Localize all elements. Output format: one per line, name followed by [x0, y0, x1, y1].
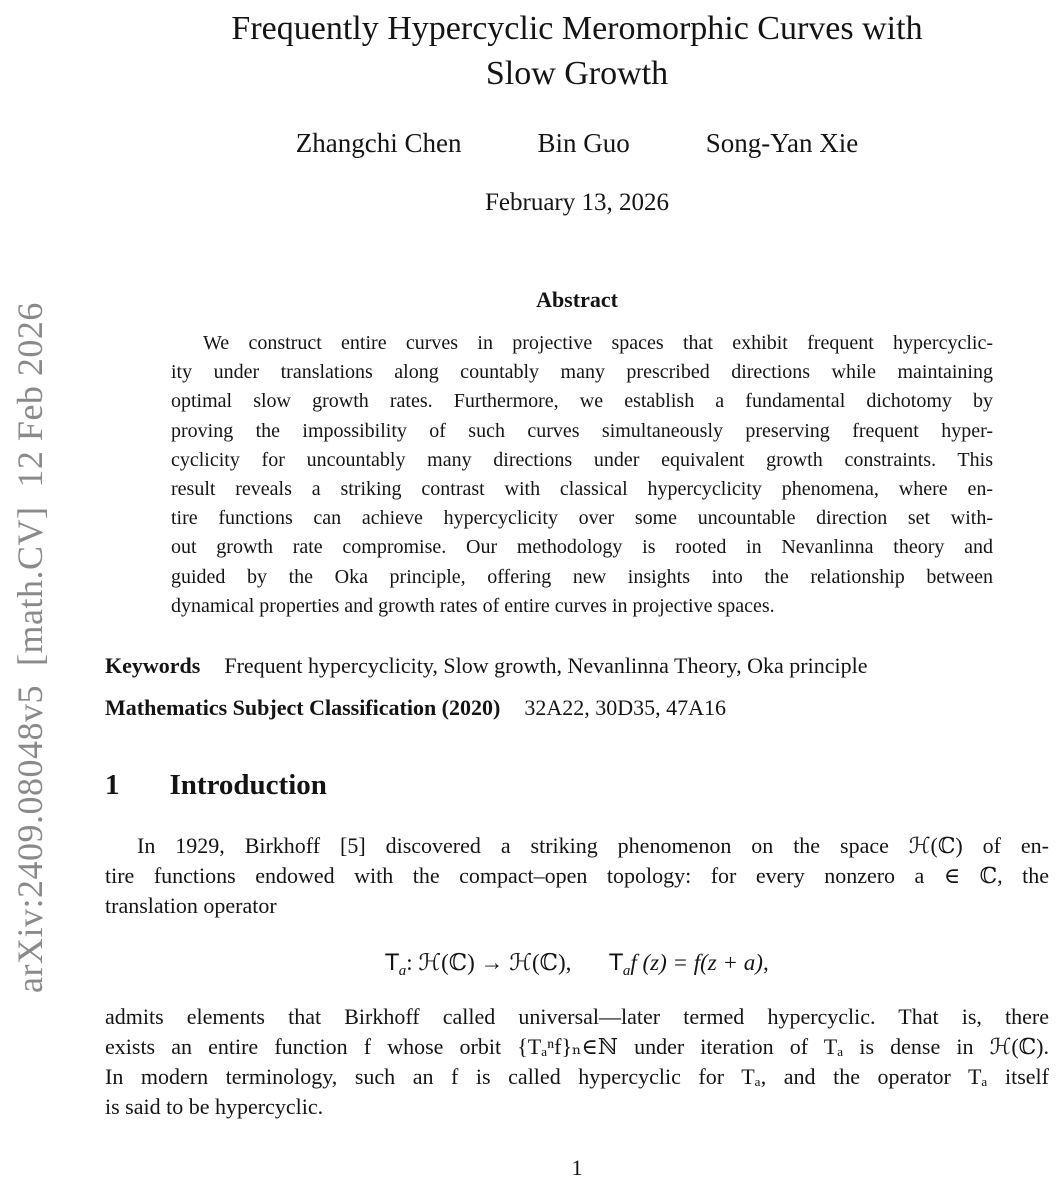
msc-line	[105, 694, 1049, 722]
text-line: tire functions can achieve hypercyclicity over some uncountable direction set with-	[171, 507, 993, 530]
section-heading-introduction	[105, 768, 1049, 802]
msc-value: 32A22, 30D35, 47A16	[524, 695, 727, 721]
text-line: result reveals a striking contrast with classical hypercyclicity phenomena, where en-	[171, 478, 993, 501]
text-line: is said to be hypercyclic.	[105, 1094, 324, 1120]
arxiv-watermark-text: arXiv:2409.08048v5 [math.CV] 12 Feb 2026	[10, 302, 50, 993]
abstract-heading: Abstract	[536, 287, 618, 312]
author-name: Song-Yan Xie	[705, 128, 859, 158]
text-line: exists an entire function f whose orbit {Tₐⁿf}ₙ∈ℕ under iteration of Tₐ is dense in ℋ(ℂ).	[105, 1034, 1049, 1060]
intro-paragraph-2	[105, 1002, 1049, 1122]
author-name: Zhangchi Chen	[295, 128, 462, 158]
text-line: tire functions endowed with the compact–open topology: for every nonzero a ∈ ℂ, the	[105, 863, 1049, 889]
keywords-label: Keywords	[105, 653, 201, 679]
paper-title-line-1: Frequently Hypercyclic Meromorphic Curves with	[231, 10, 923, 47]
text-line: optimal slow growth rates. Furthermore, we establish a fundamental dichotomy by	[171, 390, 993, 413]
equation-lhs	[385, 950, 572, 980]
msc-label: Mathematics Subject Classification (2020)	[105, 695, 501, 721]
displayed-equation	[105, 942, 1049, 984]
paper-date: February 13, 2026	[485, 189, 669, 216]
text-line: guided by the Oka principle, offering new insights into the relationship between	[171, 565, 993, 588]
text-line: ity under translations along countably many prescribed directions while maintaining	[171, 361, 993, 384]
paper-title-line-2: Slow Growth	[485, 55, 669, 92]
authors-row	[105, 129, 1049, 158]
equation-rhs-body: f (z) = f(z + a),	[630, 950, 769, 976]
text-line: We construct entire curves in projective spaces that exhibit frequent hypercyclic-	[203, 332, 993, 354]
author-name: Bin Guo	[537, 128, 630, 158]
section-title: Introduction	[169, 769, 327, 802]
operator-subscript: a	[398, 963, 407, 980]
text-line: admits elements that Birkhoff called universal—later termed hypercyclic. That is, there	[105, 1004, 1049, 1030]
section-number: 1	[105, 769, 120, 802]
page-number: 1	[571, 1155, 583, 1181]
equation-lhs-body: : ℋ(ℂ) → ℋ(ℂ),	[406, 950, 572, 976]
intro-paragraph-1	[105, 831, 1049, 921]
equation-rhs	[609, 950, 769, 980]
text-line: In 1929, Birkhoff [5] discovered a striking phenomenon on the space ℋ(ℂ) of en-	[137, 833, 1049, 859]
abstract-body	[171, 329, 993, 621]
text-line: cyclicity for uncountably many directions under equivalent growth constraints. This	[171, 448, 993, 471]
paper-title	[105, 6, 1049, 96]
text-line: proving the impossibility of such curves simultaneously preserving frequent hyper-	[171, 419, 993, 442]
text-line: dynamical properties and growth rates of entire curves in projective spaces.	[171, 594, 775, 617]
keywords-value: Frequent hypercyclicity, Slow growth, Nevanlinna Theory, Oka principle	[224, 653, 868, 679]
text-line: out growth rate compromise. Our methodology is rooted in Nevanlinna theory and	[171, 536, 993, 559]
text-line: In modern terminology, such an f is called hypercyclic for Tₐ, and the operator Tₐ itself	[105, 1064, 1049, 1090]
keywords-line	[105, 652, 1049, 680]
text-line: translation operator	[105, 893, 277, 919]
translation-operator-symbol: T	[609, 951, 623, 977]
operator-subscript: a	[622, 963, 631, 980]
paper-content	[105, 0, 1049, 1180]
translation-operator-symbol: T	[385, 951, 399, 977]
